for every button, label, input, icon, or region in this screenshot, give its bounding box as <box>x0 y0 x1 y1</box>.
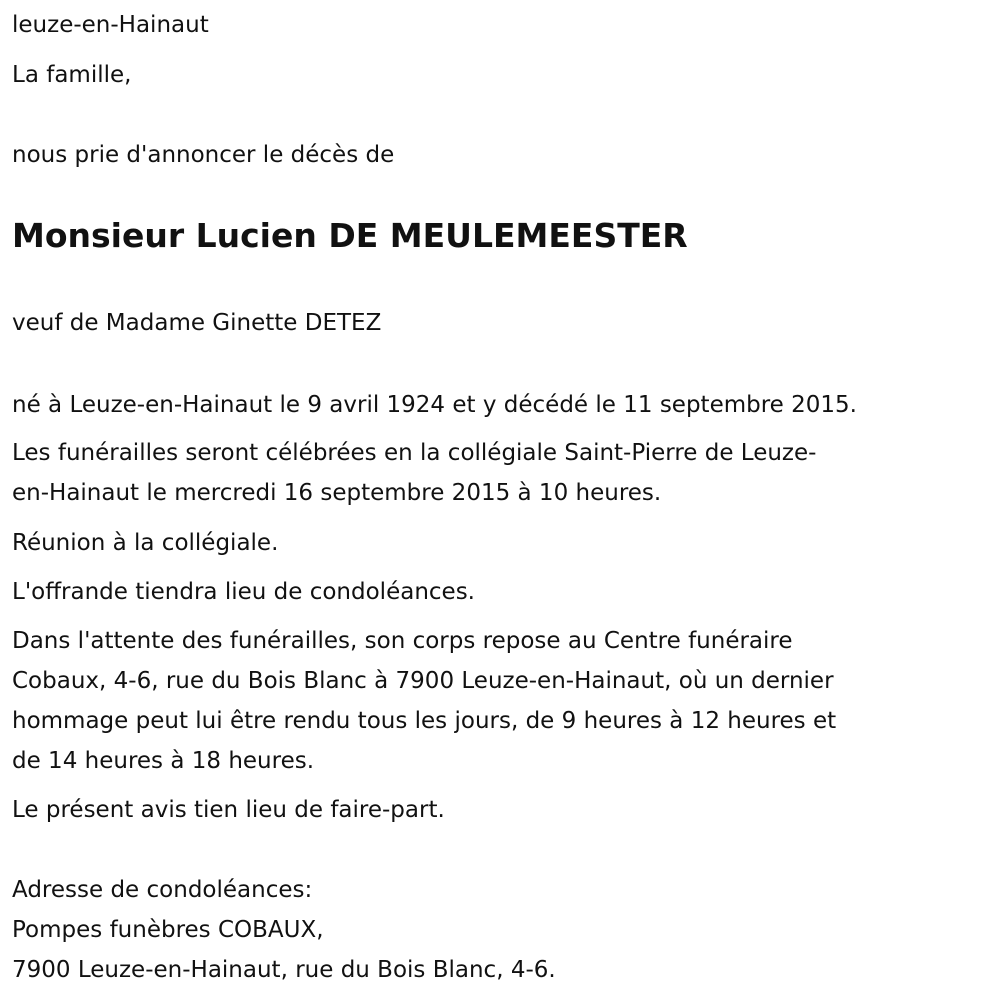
notice: Le présent avis tien lieu de faire-part. <box>12 797 445 823</box>
address-line-1: Pompes funèbres COBAUX, <box>12 917 324 943</box>
announce: nous prie d'annoncer le décès de <box>12 142 395 168</box>
rest-line-3: hommage peut lui être rendu tous les jours, de 9 heures à 12 heures et <box>12 708 837 734</box>
birth-death: né à Leuze-en-Hainaut le 9 avril 1924 et y décédé le 11 septembre 2015. <box>12 392 857 418</box>
location: leuze-en-Hainaut <box>12 12 209 38</box>
intro: La famille, <box>12 62 132 88</box>
deceased-name: Monsieur Lucien DE MEULEMEESTER <box>12 216 688 255</box>
address-line-2: 7900 Leuze-en-Hainaut, rue du Bois Blanc, 4-6. <box>12 957 556 983</box>
rest-line-2: Cobaux, 4-6, rue du Bois Blanc à 7900 Leuze-en-Hainaut, où un dernier <box>12 668 834 694</box>
spouse: veuf de Madame Ginette DETEZ <box>12 310 382 336</box>
meeting: Réunion à la collégiale. <box>12 530 279 556</box>
funeral-line-1: Les funérailles seront célébrées en la collégiale Saint-Pierre de Leuze- <box>12 440 817 466</box>
offering: L'offrande tiendra lieu de condoléances. <box>12 579 475 605</box>
rest-line-1: Dans l'attente des funérailles, son corps repose au Centre funéraire <box>12 628 793 654</box>
address-heading: Adresse de condoléances: <box>12 877 313 903</box>
funeral-line-2: en-Hainaut le mercredi 16 septembre 2015 à 10 heures. <box>12 480 662 506</box>
rest-line-4: de 14 heures à 18 heures. <box>12 748 315 774</box>
